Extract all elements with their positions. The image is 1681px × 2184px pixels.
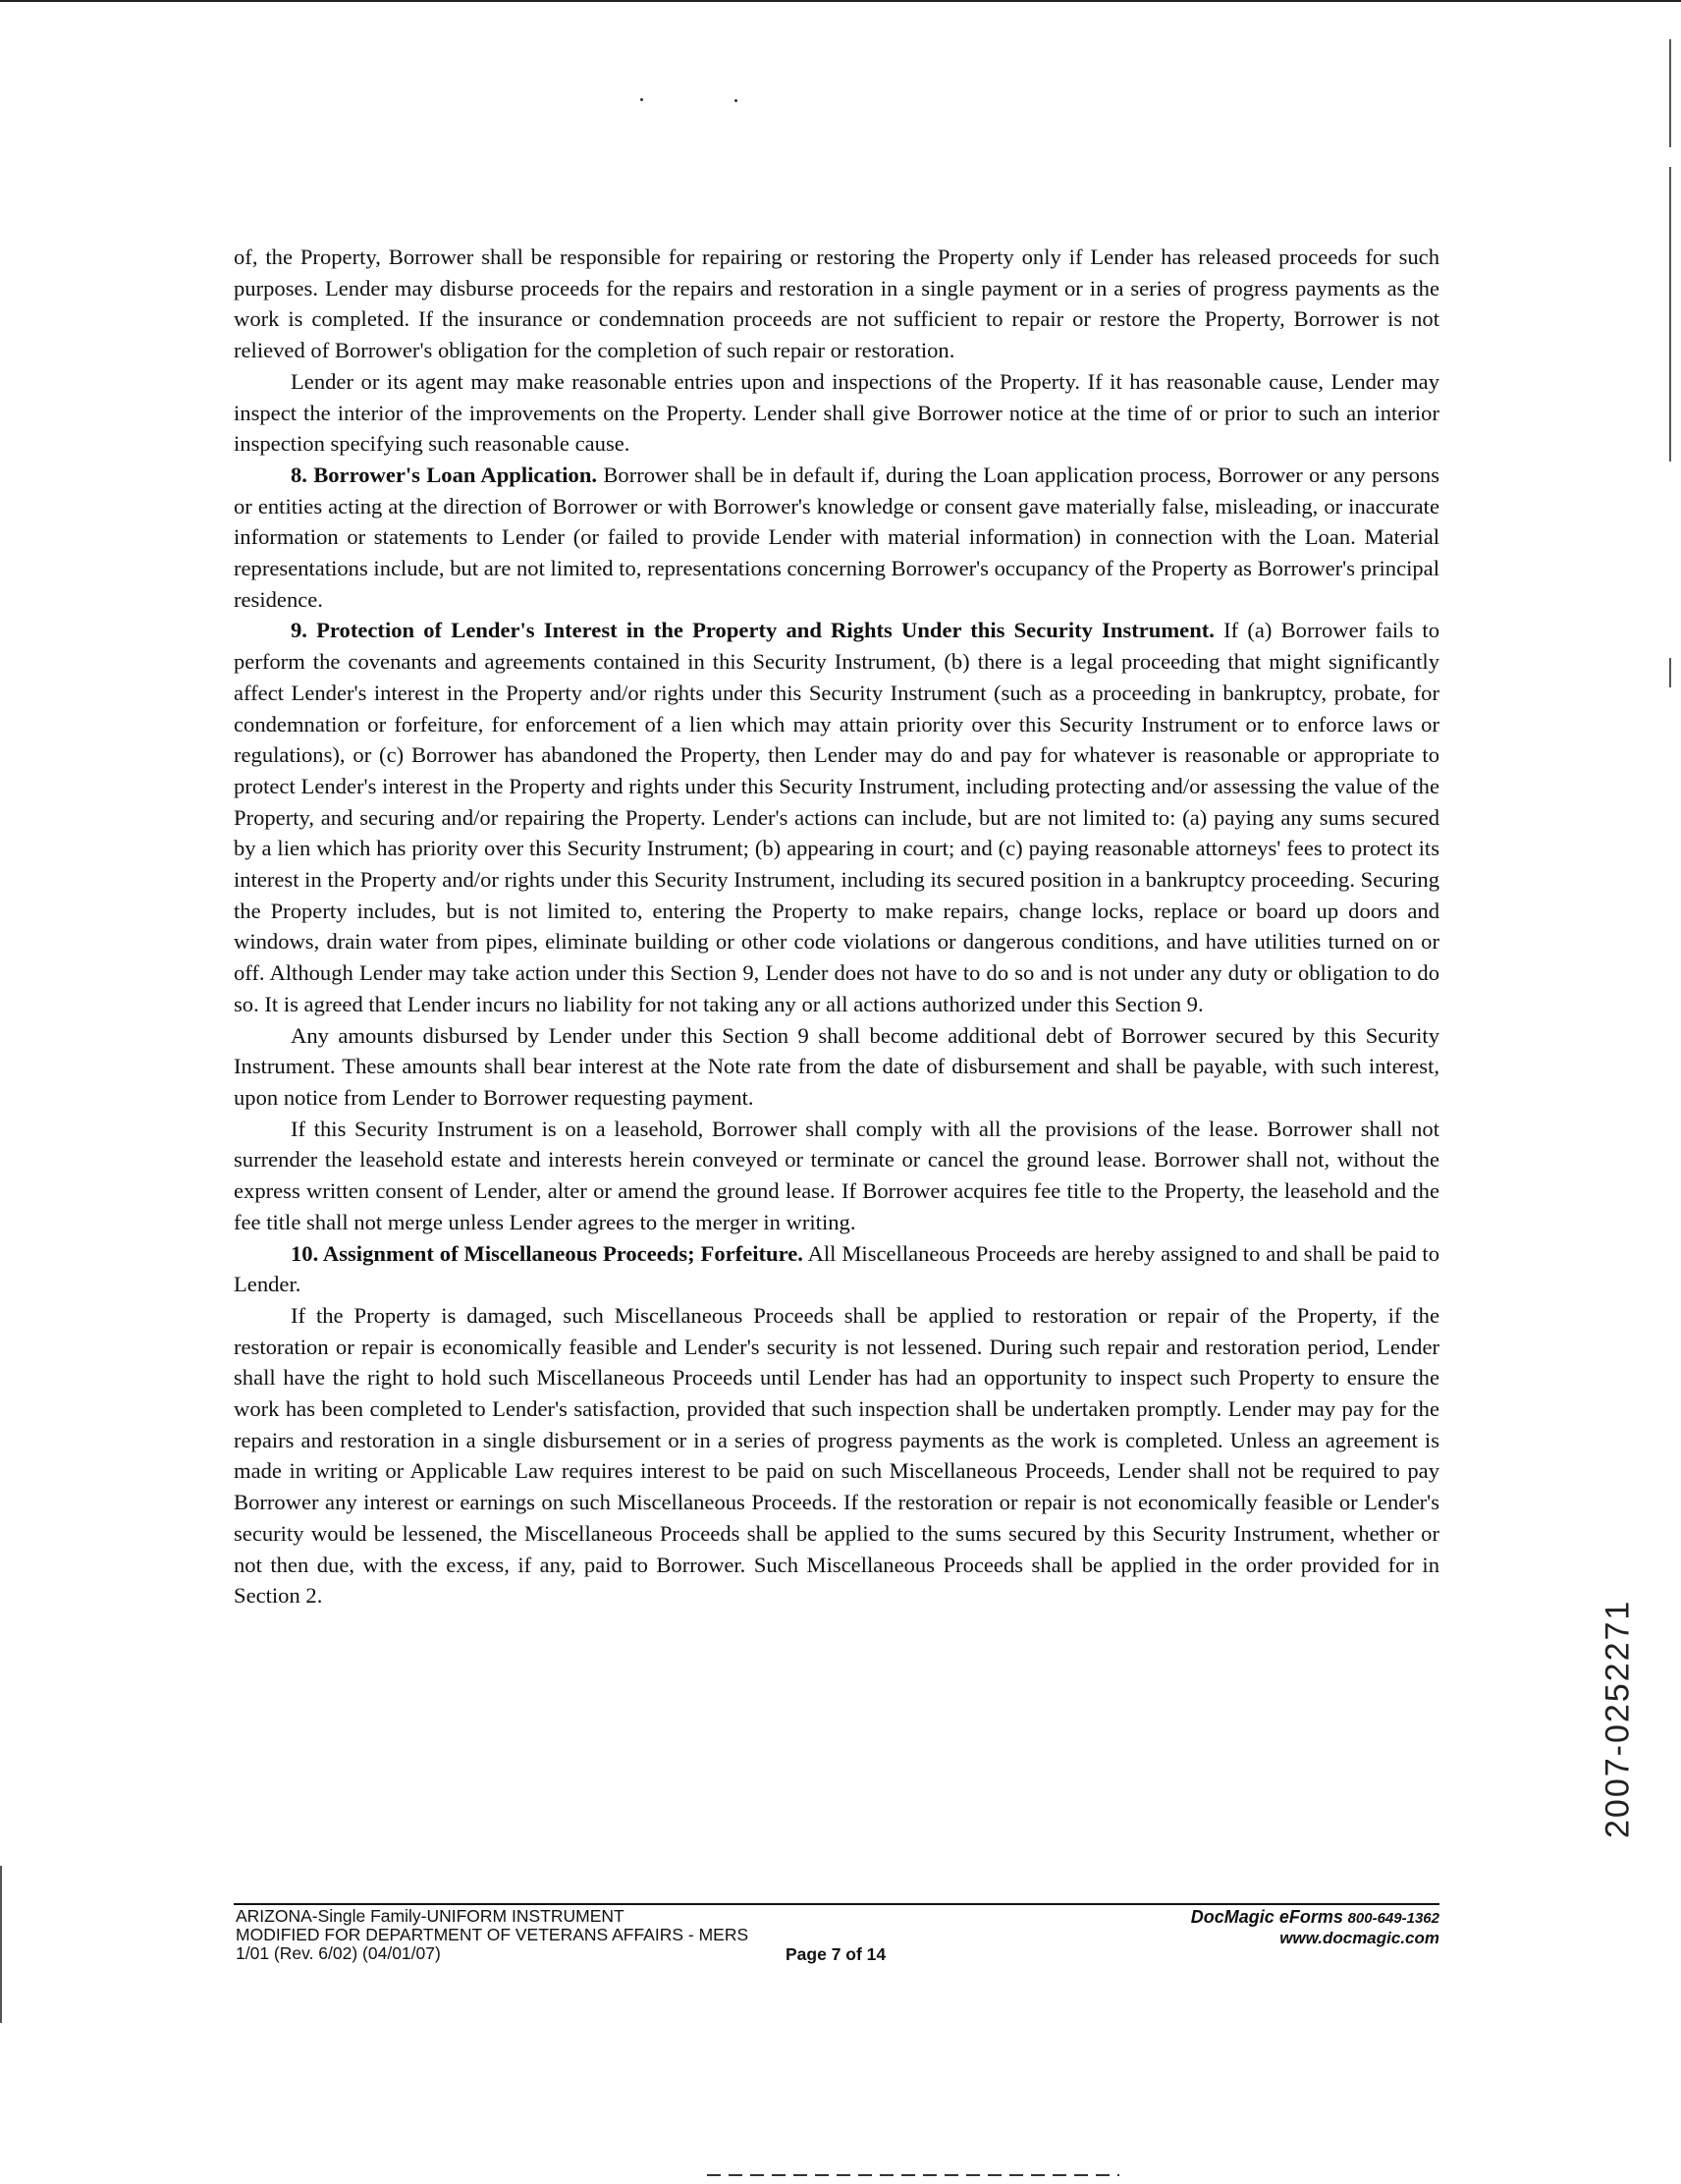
recording-number-stamp: 2007-0252271 [1599, 1599, 1637, 1838]
section-heading: 9. Protection of Lender's Interest in the Property and Rights Under this Security Instrument. [291, 618, 1215, 643]
scan-edge-mark [1669, 39, 1671, 147]
scan-edge-mark [0, 1866, 2, 2023]
paragraph: If the Property is damaged, such Miscellaneous Proceeds shall be applied to restoration or repair of the Property, if the restoration or repair is economically feasible and Lender's security is not lessened. During such repair and restoration period, Lender shall have the right to hold such Miscellaneous Proceeds until Lender has had an opportunity to inspect such Property to ensure the work has been completed to Lender's satisfaction, provided that such inspection shall be undertaken promptly. Lender may pay for the repairs and restoration in a single disbursement or in a series of progress payments as the work is completed. Unless an agreement is made in writing or Applicable Law requires interest to be paid on such Miscellaneous Proceeds, Lender shall not be required to pay Borrower any interest or earnings on such Miscellaneous Proceeds. If the restoration or repair is not economically feasible or Lender's security would be lessened, the Miscellaneous Proceeds shall be applied to the sums secured by this Security Instrument, whether or not then due, with the excess, if any, paid to Borrower. Such Miscellaneous Proceeds shall be applied in the order provided for in Section 2. [234, 1302, 1439, 1609]
page-number: Page 7 of 14 [786, 1944, 887, 1964]
section-text: All Miscellaneous Proceeds are hereby assigned to and shall be paid to Lender. [234, 1240, 1439, 1297]
section-heading: 8. Borrower's Loan Application. [291, 462, 598, 487]
section-9 [234, 615, 1439, 1019]
section-heading: 10. Assignment of Miscellaneous Proceeds; Forfeiture. [291, 1240, 803, 1266]
document-body [234, 242, 1439, 1611]
scan-speck [734, 99, 737, 102]
scan-edge-line [0, 0, 1681, 2]
paragraph: Lender or its agent may make reasonable entries upon and inspections of the Property. If it has reasonable cause, Lender may inspect the interior of the improvements on the Property. Lender shall give Borrower notice at the time of or prior to such an interior inspection specifying such reasonable cause. [234, 368, 1439, 457]
footer-form-revision: 1/01 (Rev. 6/02) (04/01/07) [236, 1943, 441, 1963]
footer-form-title: ARIZONA-Single Family-UNIFORM INSTRUMENT [236, 1906, 624, 1926]
paragraph: If this Security Instrument is on a leasehold, Borrower shall comply with all the provisions of the lease. Borrower shall not surrender the leasehold estate and interests herein conveyed or terminate or cancel the ground lease. Borrower shall not, without the express written consent of Lender, alter or amend the ground lease. If Borrower acquires fee title to the Property, the leasehold and the fee title shall not merge unless Lender agrees to the merger in writing. [234, 1116, 1439, 1234]
scan-edge-dots [707, 2174, 1119, 2176]
paragraph: Any amounts disbursed by Lender under this Section 9 shall become additional debt of Borrower secured by this Security Instrument. These amounts shall bear interest at the Note rate from the date of disbursement and shall be payable, with such interest, upon notice from Lender to Borrower requesting payment. [234, 1022, 1439, 1110]
paragraph: of, the Property, Borrower shall be responsible for repairing or restoring the Property only if Lender has released proceeds for such purposes. Lender may disburse proceeds for the repairs and restoration in a single payment or in a series of progress payments as the work is completed. If the insurance or condemnation proceeds are not sufficient to repair or restore the Property, Borrower is not relieved of Borrower's obligation for the completion of such repair or restoration. [234, 245, 1439, 363]
section-10 [234, 1238, 1439, 1300]
footer-vendor [1047, 1907, 1439, 1948]
vendor-brand: DocMagic eForms [1190, 1907, 1343, 1927]
section-8 [234, 460, 1439, 616]
scan-edge-mark [1669, 658, 1671, 687]
vendor-phone: 800-649-1362 [1347, 1910, 1439, 1927]
section-text: If (a) Borrower fails to perform the covenants and agreements contained in this Security Instrument, (b) there is a legal proceeding that might significantly affect Lender's interest in the Property and/or rights under this Security Instrument (such as a proceeding in bankruptcy, probate, for condemnation or forfeiture, for enforcement of a lien which may attain priority over this Security Instrument or to enforce laws or regulations), or (c) Borrower has abandoned the Property, then Lender may do and pay for whatever is reasonable or appropriate to protect Lender's interest in the Property and rights under this Security Instrument, including protecting and/or assessing the value of the Property, and securing and/or repairing the Property. Lender's actions can include, but are not limited to: (a) paying any sums secured by a lien which has priority over this Security Instrument; (b) appearing in court; and (c) paying reasonable attorneys' fees to protect its interest in the Property and/or rights under this Security Instrument, including its secured position in a bankruptcy proceeding. Securing the Property includes, but is not limited to, entering the Property to make repairs, change locks, replace or board up doors and windows, drain water from pipes, eliminate building or other code violations or dangerous conditions, and have utilities turned on or off. Although Lender may take action under this Section 9, Lender does not have to do so and is not under any duty or obligation to do so. It is agreed that Lender incurs no liability for not taking any or all actions authorized under this Section 9. [234, 618, 1439, 1016]
vendor-website: www.docmagic.com [1279, 1929, 1439, 1947]
section-text: Borrower shall be in default if, during the Loan application process, Borrower or any persons or entities acting at the direction of Borrower or with Borrower's knowledge or consent gave materially false, misleading, or inaccurate information or statements to Lender (or failed to provide Lender with material information) in connection with the Loan. Material representations include, but are not limited to, representations concerning Borrower's occupancy of the Property as Borrower's principal residence. [234, 462, 1439, 612]
footer-rule [234, 1903, 1439, 1905]
scan-speck [640, 98, 643, 101]
footer-form-subtitle: MODIFIED FOR DEPARTMENT OF VETERANS AFFAIRS - MERS [236, 1925, 749, 1944]
scan-edge-mark [1669, 167, 1671, 462]
